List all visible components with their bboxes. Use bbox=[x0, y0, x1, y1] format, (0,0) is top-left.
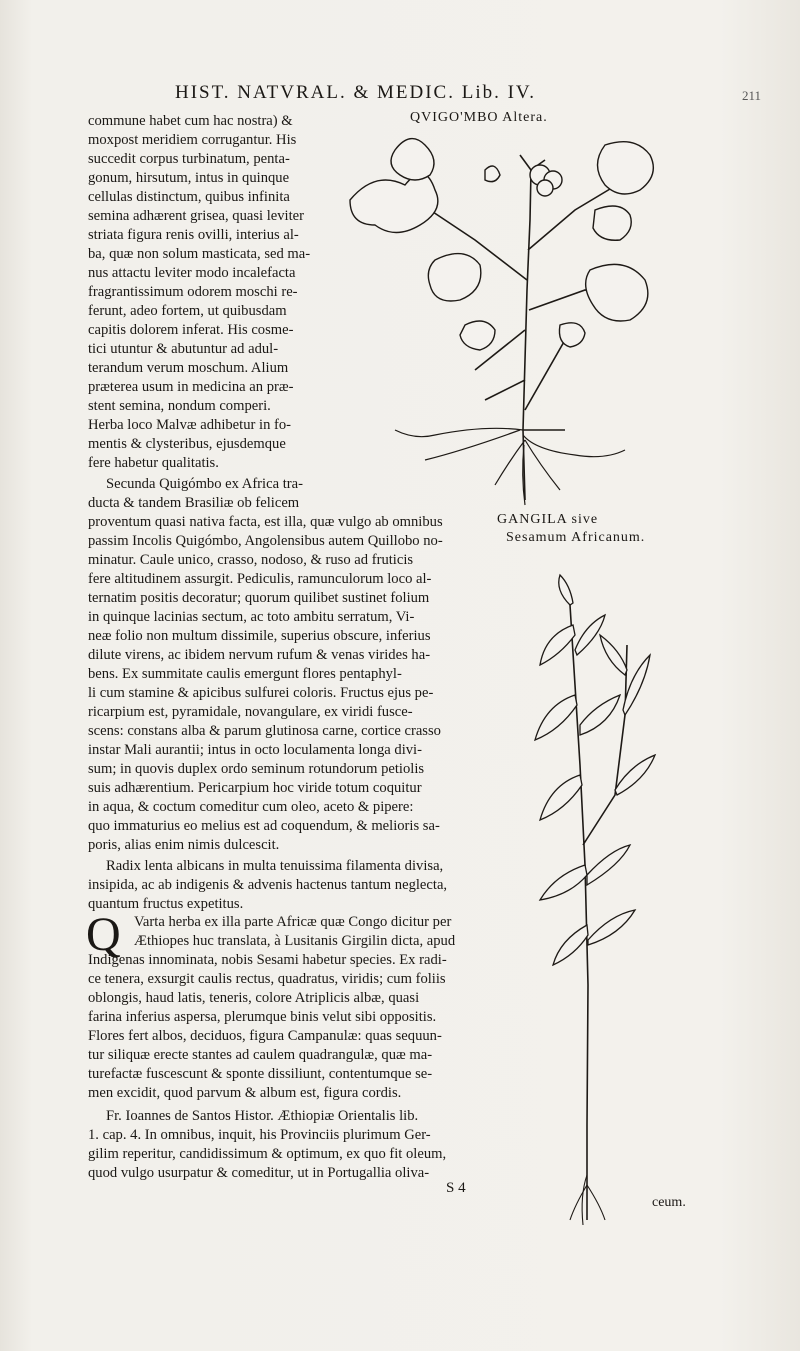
text-line: gonum, hirsutum, intus in quinque bbox=[88, 170, 290, 186]
text-line: 1. cap. 4. In omnibus, inquit, his Provinciis plurimum Ger- bbox=[88, 1127, 431, 1143]
text-line: fragrantissimum odorem moschi re- bbox=[88, 284, 298, 300]
text-line: gilim reperitur, candidissimum & optimum, ex quo fit oleum, bbox=[88, 1146, 447, 1162]
text-line: fere habetur qualitatis. bbox=[88, 455, 219, 471]
text-line: ce tenera, exsurgit caulis rectus, quadratus, viridis; cum foliis bbox=[88, 971, 446, 987]
text-line: tur siliquæ erecte stantes ad caulem quadrangulæ, quæ ma- bbox=[88, 1047, 433, 1063]
text-line: Fr. Ioannes de Santos Histor. Æthiopiæ Orientalis lib. bbox=[106, 1108, 419, 1124]
text-line: farina inferius aspersa, plerumque binis velut sibi oppositis. bbox=[88, 1009, 437, 1025]
text-line: Flores fert albos, deciduos, figura Campanulæ: quas sequun- bbox=[88, 1028, 442, 1044]
text-line: scens: constans alba & parum glutinosa carne, cortice crasso bbox=[88, 723, 441, 739]
text-line: insipida, ac ab indigenis & advenis hactenus tantum neglecta, bbox=[88, 877, 448, 893]
text-line: tici utuntur & abutuntur ad adul- bbox=[88, 341, 279, 357]
text-line: præterea usum in medicina an præ- bbox=[88, 379, 294, 395]
text-line: capitis dolorem inferat. His cosme- bbox=[88, 322, 294, 338]
text-line: men excidit, quod parvum & album est, figura cordis. bbox=[88, 1085, 402, 1101]
signature-mark: S 4 bbox=[446, 1180, 466, 1196]
text-line: ternatim positis decoratur; quorum quilibet sustinet folium bbox=[88, 590, 430, 606]
text-line: Secunda Quigómbo ex Africa tra- bbox=[106, 476, 303, 492]
text-line: in quinque lacinias sectum, ac toto ambitu serratum, Vi- bbox=[88, 609, 415, 625]
text-line: ba, quæ non solum masticata, sed ma- bbox=[88, 246, 311, 262]
text-line: nus attactu leviter modo incalefacta bbox=[88, 265, 296, 281]
text-line: dilute virens, ac ibidem nervum rufum & venas virides ha- bbox=[88, 647, 431, 663]
text-line: turefactæ fuscescunt & sponte dissiliunt, contentumque se- bbox=[88, 1066, 433, 1082]
text-line: mentis & clysteribus, ejusdemque bbox=[88, 436, 286, 452]
text-line: commune habet cum hac nostra) & bbox=[88, 113, 293, 129]
text-line: sum; in quovis duplex ordo seminum rotundorum petiolis bbox=[88, 761, 425, 777]
figure-caption-gangila-line1: GANGILA sive bbox=[497, 512, 599, 527]
text-line: Indigenas innominata, nobis Sesami habetur species. Ex radi- bbox=[88, 952, 447, 968]
text-line: oblongis, haud latis, teneris, colore Atriplicis albæ, quasi bbox=[88, 990, 420, 1006]
text-line: quo immaturius eo melius est ad coquendum, & melioris sa- bbox=[88, 818, 440, 834]
text-line: Herba loco Malvæ adhibetur in fo- bbox=[88, 417, 292, 433]
text-line: succedit corpus turbinatum, penta- bbox=[88, 151, 290, 167]
text-line: bens. Ex summitate caulis emergunt flores pentaphyl- bbox=[88, 666, 402, 682]
text-line: suis adhærentium. Pericarpium hoc viride totum coquitur bbox=[88, 780, 422, 796]
drop-capital: Q bbox=[86, 908, 121, 961]
text-line: ricarpium est, pyramidale, novangulare, ex viridi fusce- bbox=[88, 704, 413, 720]
text-line: cellulas distinctum, quibus infinita bbox=[88, 189, 290, 205]
quigombo-plant-illustration bbox=[335, 130, 670, 510]
text-line: neæ folio non multum dissimile, superius obscure, inferius bbox=[88, 628, 431, 644]
text-line: Æthiopes huc translata, à Lusitanis Girgilin dicta, apud bbox=[134, 933, 456, 949]
text-line: li cum stamine & apicibus sulfurei coloris. Fructus ejus pe- bbox=[88, 685, 434, 701]
text-line: passim Incolis Quigómbo, Angolensibus autem Quillobo no- bbox=[88, 533, 443, 549]
gangila-sesamum-illustration bbox=[525, 565, 665, 1230]
text-line: proventum quasi nativa facta, est illa, quæ vulgo ab omnibus bbox=[88, 514, 443, 530]
text-line: ferunt, adeo fortem, ut quibusdam bbox=[88, 303, 287, 319]
text-line: semina adhærent grisea, quasi leviter bbox=[88, 208, 304, 224]
text-line: stent semina, nondum comperi. bbox=[88, 398, 271, 414]
folio-number: 211 bbox=[742, 88, 762, 103]
text-line: fere altitudinem assurgit. Pediculis, ramunculorum loco al- bbox=[88, 571, 432, 587]
figure-caption-gangila-line2: Sesamum Africanum. bbox=[506, 530, 646, 545]
text-line: Radix lenta albicans in multa tenuissima filamenta divisa, bbox=[106, 858, 444, 874]
figure-caption-quigombo: QVIGO'MBO Altera. bbox=[410, 110, 548, 125]
text-line: moxpost meridiem corrugantur. His bbox=[88, 132, 297, 148]
running-title: HIST. NATVRAL. & MEDIC. Lib. IV. bbox=[175, 82, 536, 103]
text-line: quod vulgo usurpatur & comeditur, ut in Portugallia oliva- bbox=[88, 1165, 430, 1181]
text-line: in aqua, & coctum comeditur cum oleo, aceto & pipere: bbox=[88, 799, 414, 815]
text-line: terandum verum moschum. Alium bbox=[88, 360, 289, 376]
catchword: ceum. bbox=[652, 1195, 686, 1210]
text-line: ducta & tandem Brasiliæ ob felicem bbox=[88, 495, 300, 511]
text-line: minatur. Caule unico, crasso, nodoso, & ruso ad fruticis bbox=[88, 552, 414, 568]
text-line: quantum fructus expetitus. bbox=[88, 896, 244, 912]
text-line: Varta herba ex illa parte Africæ quæ Congo dicitur per bbox=[134, 914, 452, 930]
text-line: instar Mali aurantii; intus in octo loculamenta longa divi- bbox=[88, 742, 422, 758]
text-line: striata figura renis ovilli, interius al- bbox=[88, 227, 299, 243]
text-line: poris, alias enim nimis dulcescit. bbox=[88, 837, 280, 853]
